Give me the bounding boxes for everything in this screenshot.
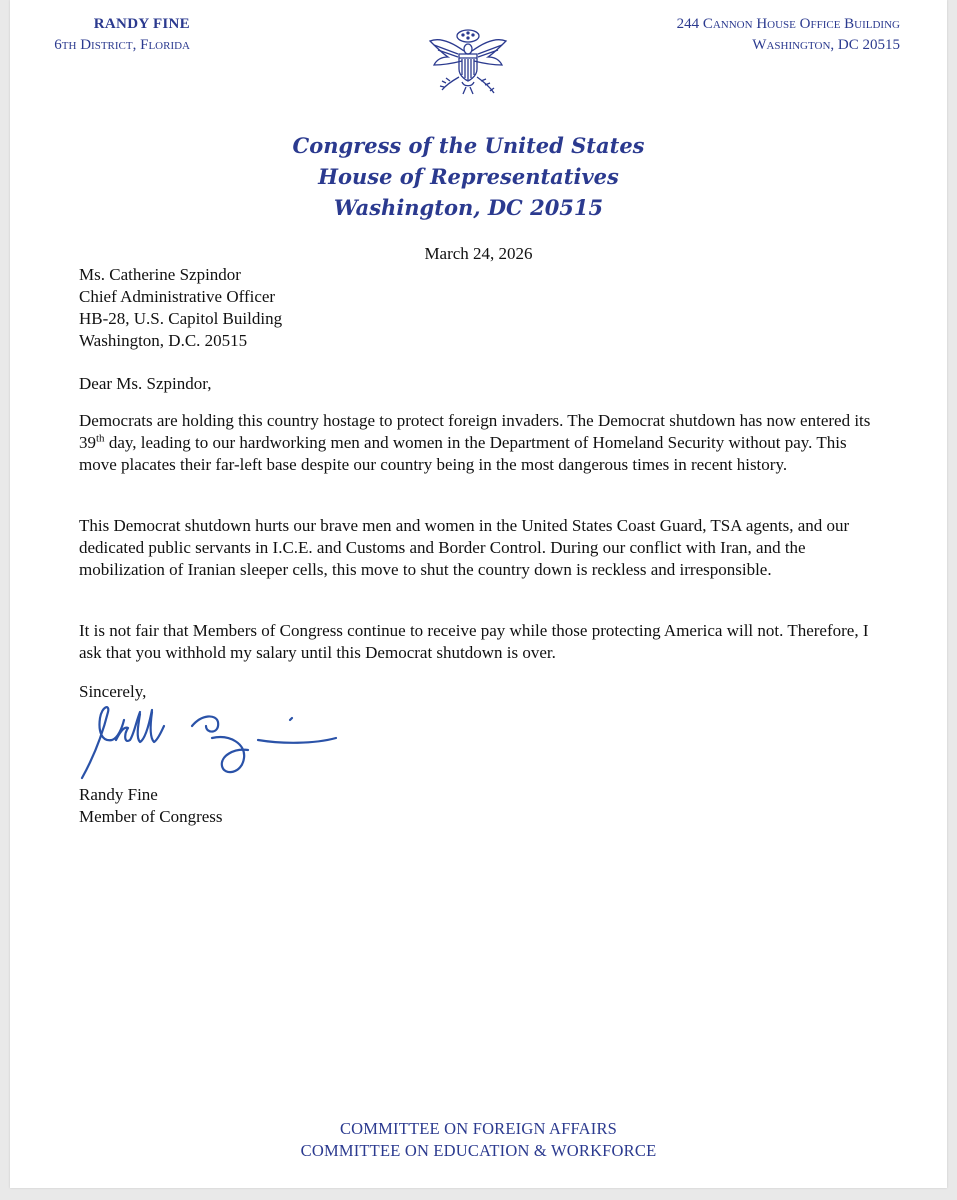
congress-line-1: Congress of the United States bbox=[292, 133, 645, 158]
paragraph-1-part-1: Democrats are holding this country hostage to protect foreign invaders. The Democrat shutdown has now entered its 39 bbox=[79, 411, 871, 452]
letter-date: March 24, 2026 bbox=[424, 244, 533, 263]
recipient-title: Chief Administrative Officer bbox=[79, 287, 276, 306]
handwritten-signature bbox=[68, 700, 348, 792]
paragraph-3: It is not fair that Members of Congress continue to receive pay while those protecting America will not. Therefore, I ask that you withhold my salary until this Democrat shutdown is over. bbox=[79, 621, 869, 662]
salutation: Dear Ms. Szpindor, bbox=[79, 374, 212, 393]
paragraph-1-part-2: day, leading to our hardworking men and women in the Department of Homeland Security without pay. This move placates their far-left base despite our country being in the most dangerous times in recent history. bbox=[79, 433, 847, 474]
member-name: RANDY FINE bbox=[93, 16, 190, 32]
recipient-address-2: Washington, D.C. 20515 bbox=[79, 331, 248, 350]
address-line-1: 244 Cannon House Office Building bbox=[676, 16, 900, 32]
congress-line-2: House of Representatives bbox=[318, 164, 619, 189]
committee-2: COMMITTEE ON EDUCATION & WORKFORCE bbox=[300, 1141, 657, 1160]
paragraph-2: This Democrat shutdown hurts our brave men and women in the United States Coast Guard, TSA agents, and our dedicated public servants in I.C.E. and Customs and Border Control. During our conflict with Iran, and the mobilization of Iranian sleeper cells, this move to shut the country down is reckless and irresponsible. bbox=[79, 516, 850, 579]
closing: Sincerely, bbox=[79, 682, 147, 701]
ordinal-superscript: th bbox=[96, 432, 105, 445]
recipient-address-1: HB-28, U.S. Capitol Building bbox=[79, 309, 283, 328]
committee-footer bbox=[0, 1118, 957, 1162]
recipient-block bbox=[79, 264, 879, 352]
great-seal-eagle-icon bbox=[428, 27, 508, 99]
committee-1: COMMITTEE ON FOREIGN AFFAIRS bbox=[339, 1119, 618, 1138]
signer-block bbox=[79, 784, 879, 828]
address-line-2: Washington, DC 20515 bbox=[752, 37, 900, 53]
recipient-name: Ms. Catherine Szpindor bbox=[79, 265, 241, 284]
congress-line-3: Washington, DC 20515 bbox=[333, 195, 604, 220]
congress-letterhead bbox=[0, 130, 937, 223]
signer-name: Randy Fine bbox=[79, 785, 158, 804]
member-header bbox=[0, 14, 190, 56]
paragraph-1 bbox=[79, 410, 879, 476]
office-address bbox=[651, 14, 900, 56]
signer-title: Member of Congress bbox=[79, 807, 223, 826]
district: 6th District, Florida bbox=[54, 37, 190, 53]
